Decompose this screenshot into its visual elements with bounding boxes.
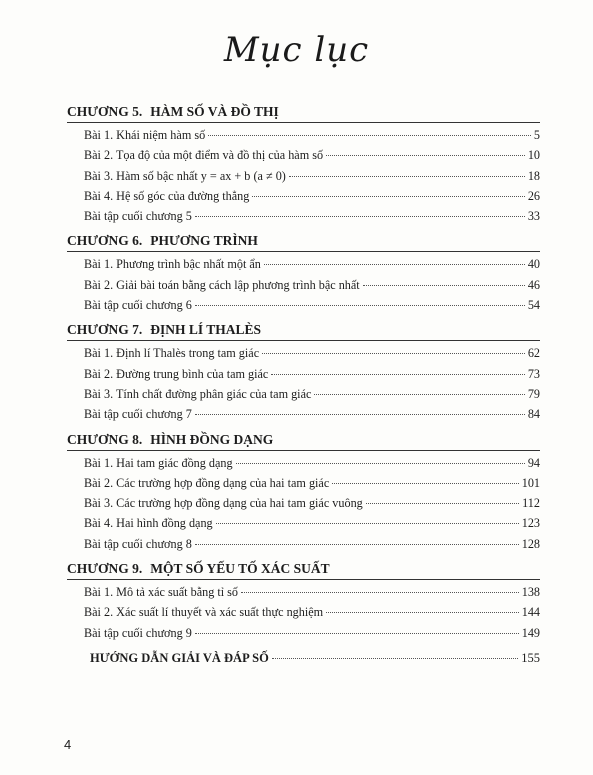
chapter-label: CHƯƠNG 7. xyxy=(67,322,143,338)
toc-entry[interactable] xyxy=(84,493,540,513)
chapter-name: MỘT SỐ YẾU TỐ XÁC SUẤT xyxy=(150,561,330,577)
entry-title: Bài 3. Các trường hợp đồng dạng của hai tam giác vuông xyxy=(84,496,363,511)
entry-title: Bài 1. Phương trình bậc nhất một ẩn xyxy=(84,257,261,272)
entry-title: Bài 1. Mô tả xác suất bằng tỉ số xyxy=(84,585,239,600)
chapter-name: ĐỊNH LÍ THALÈS xyxy=(150,322,262,338)
entry-title: Bài 2. Các trường hợp đồng dạng của hai tam giác xyxy=(84,475,330,490)
toc-entry[interactable] xyxy=(84,145,540,165)
entry-title: Bài tập cuối chương 5 xyxy=(84,209,192,224)
dot-leader xyxy=(216,523,519,524)
dot-leader xyxy=(326,612,519,613)
dot-leader xyxy=(236,463,525,464)
entry-page: 94 xyxy=(527,455,540,470)
entry-page: 54 xyxy=(527,298,540,313)
entry-page: 84 xyxy=(527,407,540,422)
entry-list xyxy=(67,580,540,647)
chapter-label: CHƯƠNG 8. xyxy=(67,431,143,447)
chapter-name: HÌNH ĐỒNG DẠNG xyxy=(150,431,274,447)
entry-title: Bài 2. Tọa độ của một điểm và đồ thị của hàm số xyxy=(84,148,324,163)
toc-entry[interactable] xyxy=(84,404,540,424)
dot-leader xyxy=(363,285,525,286)
dot-leader xyxy=(271,374,525,375)
entry-title: Bài tập cuối chương 7 xyxy=(84,407,192,422)
toc-entry[interactable] xyxy=(84,513,540,533)
entry-page: 5 xyxy=(533,128,540,142)
dot-leader xyxy=(252,196,524,197)
dot-leader xyxy=(208,135,531,136)
chapter-heading xyxy=(67,230,540,252)
entry-page: 46 xyxy=(527,277,540,292)
toc-entry[interactable] xyxy=(84,206,540,226)
chapter-section xyxy=(67,429,540,558)
chapter-section xyxy=(67,230,540,319)
entry-list xyxy=(67,252,540,319)
table-of-contents xyxy=(67,101,540,647)
entry-title: Bài tập cuối chương 6 xyxy=(84,298,192,313)
toc-entry[interactable] xyxy=(84,275,540,295)
chapter-section xyxy=(67,101,540,230)
entry-page: 128 xyxy=(521,536,540,551)
toc-entry[interactable] xyxy=(84,384,540,404)
entry-page: 101 xyxy=(521,475,540,490)
toc-entry[interactable] xyxy=(84,623,540,643)
entry-title: Bài 3. Hàm số bậc nhất y = ax + b (a ≠ 0) xyxy=(84,168,286,183)
toc-entry[interactable] xyxy=(84,364,540,384)
toc-entry[interactable] xyxy=(84,186,540,206)
entry-list xyxy=(67,123,540,230)
entry-page: 112 xyxy=(522,496,540,511)
toc-entry[interactable] xyxy=(84,582,540,602)
entry-title: Bài tập cuối chương 8 xyxy=(84,536,192,551)
entry-page: 18 xyxy=(527,168,540,183)
dot-leader xyxy=(366,503,519,504)
dot-leader xyxy=(326,155,525,156)
chapter-section xyxy=(67,319,540,428)
entry-page: 40 xyxy=(527,257,540,272)
answers-page: 155 xyxy=(521,651,540,665)
chapter-label: CHƯƠNG 6. xyxy=(67,233,143,249)
entry-page: 33 xyxy=(527,209,540,224)
dot-leader xyxy=(264,264,525,265)
toc-entry[interactable] xyxy=(84,602,540,622)
entry-title: Bài 3. Tính chất đường phân giác của tam giác xyxy=(84,386,312,401)
chapter-heading xyxy=(67,429,540,451)
chapter-heading xyxy=(67,558,540,580)
entry-page: 26 xyxy=(527,188,540,203)
dot-leader xyxy=(195,414,525,415)
toc-entry[interactable] xyxy=(84,343,540,363)
entry-title: Bài 1. Khái niệm hàm số xyxy=(84,128,206,142)
answers-title: HƯỚNG DẪN GIẢI VÀ ĐÁP SỐ xyxy=(90,651,269,665)
toc-entry[interactable] xyxy=(84,534,540,554)
toc-entry[interactable] xyxy=(84,125,540,145)
chapter-section xyxy=(67,558,540,647)
entry-title: Bài 4. Hệ số góc của đường thẳng xyxy=(84,188,250,203)
entry-title: Bài 1. Định lí Thalès trong tam giác xyxy=(84,346,260,361)
entry-page: 123 xyxy=(521,516,540,531)
dot-leader xyxy=(314,394,524,395)
entry-title: Bài 2. Xác suất lí thuyết và xác suất thực nghiệm xyxy=(84,605,324,620)
chapter-name: PHƯƠNG TRÌNH xyxy=(150,233,258,249)
entry-page: 73 xyxy=(527,366,540,381)
entry-page: 62 xyxy=(527,346,540,361)
dot-leader xyxy=(195,305,525,306)
entry-page: 79 xyxy=(527,386,540,401)
chapter-name: HÀM SỐ VÀ ĐỒ THỊ xyxy=(150,104,279,119)
chapter-heading xyxy=(67,319,540,341)
toc-entry[interactable] xyxy=(84,254,540,274)
toc-entry[interactable] xyxy=(84,166,540,186)
dot-leader xyxy=(195,544,519,545)
toc-entry[interactable] xyxy=(84,295,540,315)
dot-leader xyxy=(195,216,525,217)
entry-list xyxy=(67,341,540,428)
entry-title: Bài 2. Giải bài toán bằng cách lập phương trình bậc nhất xyxy=(84,277,360,292)
chapter-label: CHƯƠNG 9. xyxy=(67,561,143,577)
chapter-heading xyxy=(67,101,540,123)
dot-leader xyxy=(272,658,518,659)
dot-leader xyxy=(262,353,525,354)
entry-page: 138 xyxy=(521,585,540,600)
toc-entry[interactable] xyxy=(84,473,540,493)
dot-leader xyxy=(332,483,518,484)
answers-entry[interactable] xyxy=(90,648,540,668)
entry-page: 149 xyxy=(521,625,540,640)
dot-leader xyxy=(241,592,519,593)
chapter-label: CHƯƠNG 5. xyxy=(67,104,143,119)
entry-page: 10 xyxy=(527,148,540,163)
entry-title: Bài 2. Đường trung bình của tam giác xyxy=(84,366,269,381)
toc-entry[interactable] xyxy=(84,453,540,473)
entry-title: Bài 1. Hai tam giác đồng dạng xyxy=(84,455,233,470)
page-title: Mục lục xyxy=(223,30,370,70)
dot-leader xyxy=(195,633,519,634)
entry-title: Bài tập cuối chương 9 xyxy=(84,625,192,640)
page-number: 4 xyxy=(64,737,72,752)
entry-list xyxy=(67,451,540,558)
dot-leader xyxy=(289,176,525,177)
entry-title: Bài 4. Hai hình đồng dạng xyxy=(84,516,213,531)
entry-page: 144 xyxy=(521,605,540,620)
